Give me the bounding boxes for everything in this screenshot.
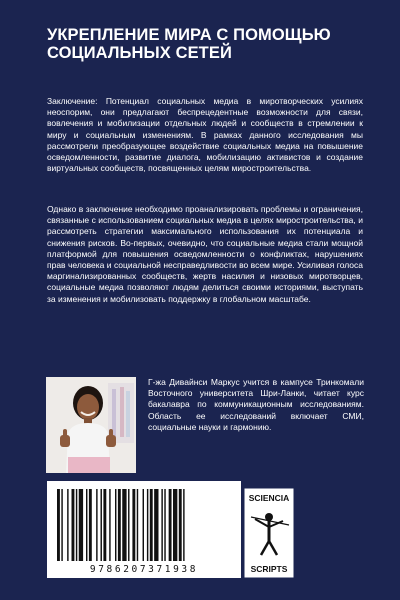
publisher-logo-top: SCIENCIA bbox=[248, 493, 290, 503]
barcode-bar bbox=[86, 489, 87, 561]
paragraph-challenges: Однако в заключение необходимо проанализировать проблемы и ограничения, связанные с использованием социальных медиа в целях миростроительства, и рассмотреть стратегии максимального использования их потенциала и снижения рисков. Во-первых, очевидно, что социальные медиа стали мощной платформой для повышения осведомленности о конфликтах, нарушениях прав человека и социальной несправедливости во всем мире. Усиливая голоса маргинализированных сообществ, жертв насилия и низовых миротворцев, социальные медиа позволяют людям делиться своими историями, выступать за изменения и мобилизовать поддержку в глобальном масштабе. bbox=[47, 204, 363, 304]
barcode-bar bbox=[96, 489, 97, 561]
barcode-bar bbox=[169, 489, 172, 561]
barcode-bar bbox=[79, 489, 83, 561]
barcode-bar bbox=[128, 489, 129, 561]
book-title: УКРЕПЛЕНИЕ МИРА С ПОМОЩЬЮ СОЦИАЛЬНЫХ СЕТЕЙ bbox=[47, 26, 331, 62]
barcode-bar bbox=[137, 489, 138, 561]
barcode-bar bbox=[164, 489, 165, 561]
barcode-bar bbox=[115, 489, 116, 561]
barcode-bar bbox=[57, 489, 60, 561]
barcode-bar bbox=[132, 489, 135, 561]
barcode-bar bbox=[183, 489, 184, 561]
publisher-logo-bottom: SCRIPTS bbox=[250, 564, 288, 574]
barcode-bar bbox=[122, 489, 126, 561]
barcode-bar bbox=[103, 489, 106, 561]
barcode-bar bbox=[61, 489, 62, 561]
barcode-bar bbox=[161, 489, 162, 561]
barcode-bar bbox=[67, 489, 68, 561]
barcode-bar bbox=[150, 489, 153, 561]
isbn-number: 9786207371938 bbox=[89, 564, 199, 575]
paragraph-conclusion: Заключение: Потенциал социальных медиа в миротворческих усилиях неоспорим, они предлагают беспрецедентные возможности для связи, вовлечения и мобилизации отдельных людей и сообществ в стремлении к миру и социальным изменениям. В рамках данного исследования мы рассмотрели преобразующее воздействие социальных медиа на повышение осведомленности, развитие диалога, мобилизацию активистов и создание виртуальных сообществ, посвященных целям миростроительства. bbox=[47, 96, 363, 174]
author-photo bbox=[46, 377, 136, 473]
barcode-bar bbox=[179, 489, 182, 561]
barcode-bar bbox=[147, 489, 148, 561]
publisher-logo bbox=[243, 487, 295, 579]
barcode-bar bbox=[76, 489, 77, 561]
barcode-bar bbox=[72, 489, 75, 561]
barcode-bar bbox=[143, 489, 144, 561]
isbn-barcode bbox=[47, 481, 241, 578]
barcode-bar bbox=[109, 489, 110, 561]
author-bio: Г-жа Дивайнси Маркус учится в кампусе Тринкомали Восточного университета Шри-Ланки, читает курс бакалавра по коммуникационным исследованиям. Область ее исследований включает СМИ, социальные науки и гармонию. bbox=[148, 377, 364, 432]
barcode-bar bbox=[118, 489, 121, 561]
barcode-bar bbox=[101, 489, 102, 561]
barcode-bar bbox=[89, 489, 92, 561]
barcode-bar bbox=[154, 489, 158, 561]
barcode-bar bbox=[173, 489, 177, 561]
